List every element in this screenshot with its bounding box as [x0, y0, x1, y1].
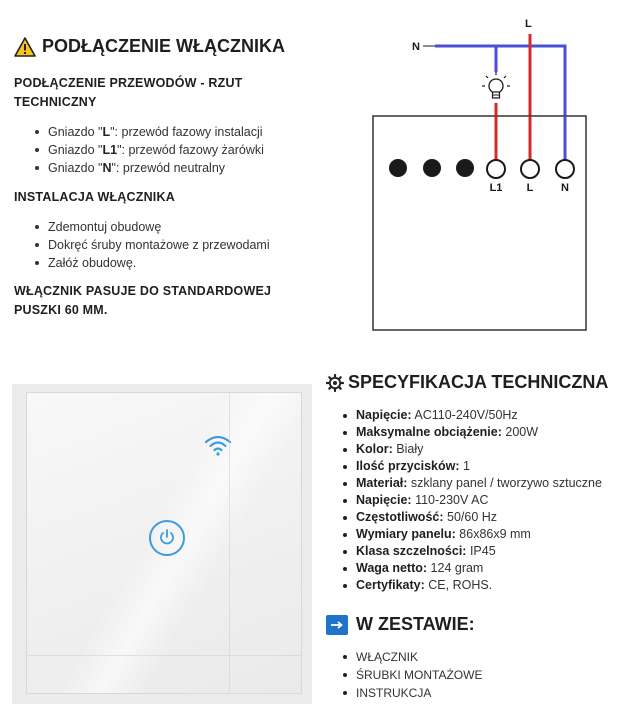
junction-box	[373, 116, 586, 330]
list-item: Gniazdo "N": przewód neutralny	[30, 159, 264, 177]
connection-heading	[14, 36, 285, 57]
spec-item: Waga netto: 124 gram	[338, 560, 628, 577]
spec-item: Certyfikaty: CE, ROHS.	[338, 577, 628, 594]
gear-icon	[326, 374, 344, 392]
spec-item: Ilość przycisków: 1	[338, 458, 628, 475]
terminal-dot	[456, 159, 474, 177]
n-label: N	[412, 41, 420, 53]
switch-panel	[26, 392, 302, 694]
list-item: ŚRUBKI MONTAŻOWE	[338, 666, 482, 684]
list-item: WŁĄCZNIK	[338, 648, 482, 666]
power-button[interactable]	[149, 520, 185, 556]
product-image	[12, 384, 312, 704]
spec-item: Materiał: szklany panel / tworzywo sztuczne	[338, 475, 628, 492]
spec-item: Częstotliwość: 50/60 Hz	[338, 509, 628, 526]
list-item: INSTRUKCJA	[338, 684, 482, 702]
list-item: Gniazdo "L1": przewód fazowy żarówki	[30, 141, 264, 159]
spec-item: Klasa szczelności: IP45	[338, 543, 628, 560]
spec-title: SPECYFIKACJA TECHNICZNA	[348, 372, 609, 392]
box-note: WŁĄCZNIK PASUJE DO STANDARDOWEJ PUSZKI 60 MM.	[14, 284, 272, 317]
wiring-diagram	[330, 10, 628, 340]
install-heading: INSTALACJA WŁĄCZNIKA	[14, 190, 175, 204]
wiring-heading: PODŁĄCZENIE PRZEWODÓW - RZUT TECHNICZNY	[14, 76, 243, 109]
kit-list	[338, 648, 482, 702]
list-item: Zdemontuj obudowę	[30, 218, 270, 236]
terminal-l-label: L	[526, 182, 534, 194]
terminal-l1-label: L1	[489, 182, 503, 194]
power-icon	[158, 528, 176, 546]
spec-item: Maksymalne obciążenie: 200W	[338, 424, 628, 441]
lightbulb-icon	[482, 72, 510, 98]
install-list	[30, 218, 270, 272]
spec-item: Kolor: Biały	[338, 441, 628, 458]
terminal-l1	[487, 160, 505, 178]
terminal-dot	[389, 159, 407, 177]
list-item: Gniazdo "L": przewód fazowy instalacji	[30, 123, 264, 141]
kit-title: W ZESTAWIE:	[356, 614, 475, 634]
list-item: Dokręć śruby montażowe z przewodami	[30, 236, 270, 254]
terminal-dot	[423, 159, 441, 177]
connection-title: PODŁĄCZENIE WŁĄCZNIKA	[42, 36, 285, 56]
spec-item: Napięcie: AC110-240V/50Hz	[338, 407, 628, 424]
spec-heading	[326, 372, 608, 393]
spec-item: Wymiary panelu: 86x86x9 mm	[338, 526, 628, 543]
arrow-right-icon	[326, 615, 348, 635]
terminal-n-label: N	[561, 182, 569, 194]
terminal-n	[556, 160, 574, 178]
kit-heading	[326, 614, 475, 635]
terminal-l	[521, 160, 539, 178]
spec-list	[338, 407, 628, 594]
wiring-list	[30, 123, 264, 177]
warning-icon	[14, 37, 36, 57]
spec-item: Napięcie: 110-230V AC	[338, 492, 628, 509]
l-label: L	[525, 18, 532, 30]
list-item: Załóż obudowę.	[30, 254, 270, 272]
